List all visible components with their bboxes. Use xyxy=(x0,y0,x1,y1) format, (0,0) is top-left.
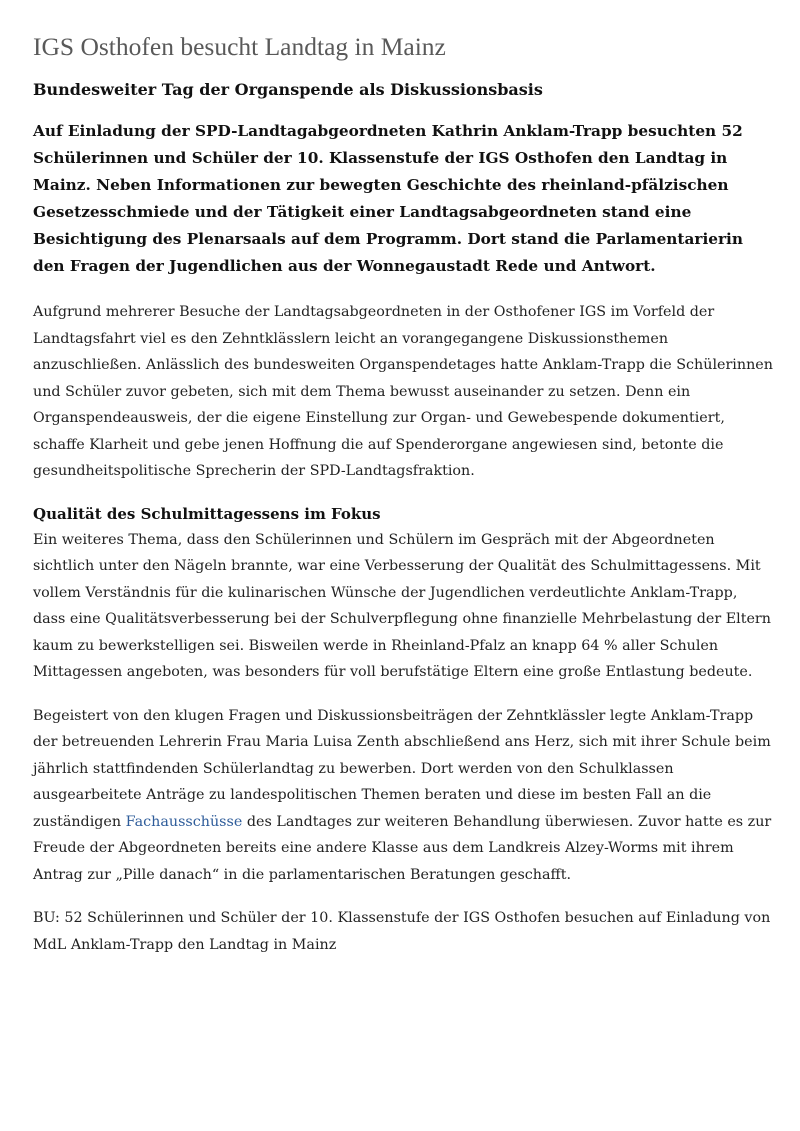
body-paragraph-2: Ein weiteres Thema, dass den Schülerinnen und Schülern im Gespräch mit der Abgeordneten sichtlich unter den Nägeln brannte, war eine Verbesserung der Qualität des Schulmittagessens. Mit vollem Verständnis für die kulinarischen Wünsche der Jugendlichen verdeutlichte Anklam-Trapp, dass eine Qualitätsverbesserung bei der Schulverpflegung ohne finanzielle Mehrbelastung der Eltern kaum zu bewerkstelligen sei. Bisweilen werde in Rheinland-Pfalz an knapp 64 % aller Schulen Mittagessen angeboten, was besonders für voll berufstätige Eltern eine große Entlastung bedeute. xyxy=(33,531,771,680)
body-paragraph-1: Aufgrund mehrerer Besuche der Landtagsabgeordneten in der Osthofener IGS im Vorfeld der Landtagsfahrt viel es den Zehntklässlern leicht an vorangegangene Diskussionsthemen anzuschließen. Anlässlich des bundesweiten Organspendetages hatte Anklam-Trapp die Schülerinnen und Schüler zuvor gebeten, sich mit dem Thema bewusst auseinander zu setzen. Denn ein Organspendeausweis, der die eigene Einstellung zur Organ- und Gewebespende dokumentiert, schaffe Klarheit und gebe jenen Hoffnung die auf Spenderorgane angewiesen sind, betonte die gesundheitspolitische Sprecherin der SPD-Landtagsfraktion. xyxy=(33,304,773,479)
lead-paragraph: Auf Einladung der SPD-Landtagabgeordneten Kathrin Anklam-Trapp besuchten 52 Schülerinnen und Schüler der 10. Klassenstufe der IGS Osthofen den Landtag in Mainz. Neben Informationen zur bewegten Geschichte des rheinland-pfälzischen Gesetzesschmiede und der Tätigkeit einer Landtagsabgeordneten stand eine Besichtigung des Plenarsaals auf dem Programm. Dort stand die Parlamentarierin den Fragen der Jugendlichen aus der Wonnegaustadt Rede und Antwort. xyxy=(33,122,743,275)
body-paragraph-3 xyxy=(33,703,773,889)
section-heading: Qualität des Schulmittagessens im Fokus xyxy=(33,504,381,523)
paragraph-3-text-end: des Landtages zur weiteren Behandlung überwiesen. Zuvor hatte es zur Freude der Abgeordneten bereits eine andere Klasse aus dem Landkreis Alzey-Worms mit ihrem Antrag zur „Pille danach“ in die parlamentarischen Beratungen geschafft. xyxy=(33,813,772,883)
fachausschuesse-link[interactable]: Fachausschüsse xyxy=(125,813,243,830)
article-subtitle: Bundesweiter Tag der Organspende als Diskussionsbasis xyxy=(33,80,543,99)
article-title: IGS Osthofen besucht Landtag in Mainz xyxy=(33,32,446,61)
image-caption: BU: 52 Schülerinnen und Schüler der 10. Klassenstufe der IGS Osthofen besuchen auf Einladung von MdL Anklam-Trapp den Landtag in Mainz xyxy=(33,910,771,953)
paragraph-3-text-start: Begeistert von den klugen Fragen und Diskussionsbeiträgen der Zehntklässler legte Anklam-Trapp der betreuenden Lehrerin Frau Maria Luisa Zenth abschließend ans Herz, sich mit ihrer Schule beim jährlich stattfindenden Schülerlandtag zu bewerben. Dort werden von den Schulklassen ausgearbeitete Anträge zu landespolitischen Themen beraten und diese im besten Fall an die zuständigen xyxy=(33,707,771,830)
article xyxy=(33,30,773,958)
